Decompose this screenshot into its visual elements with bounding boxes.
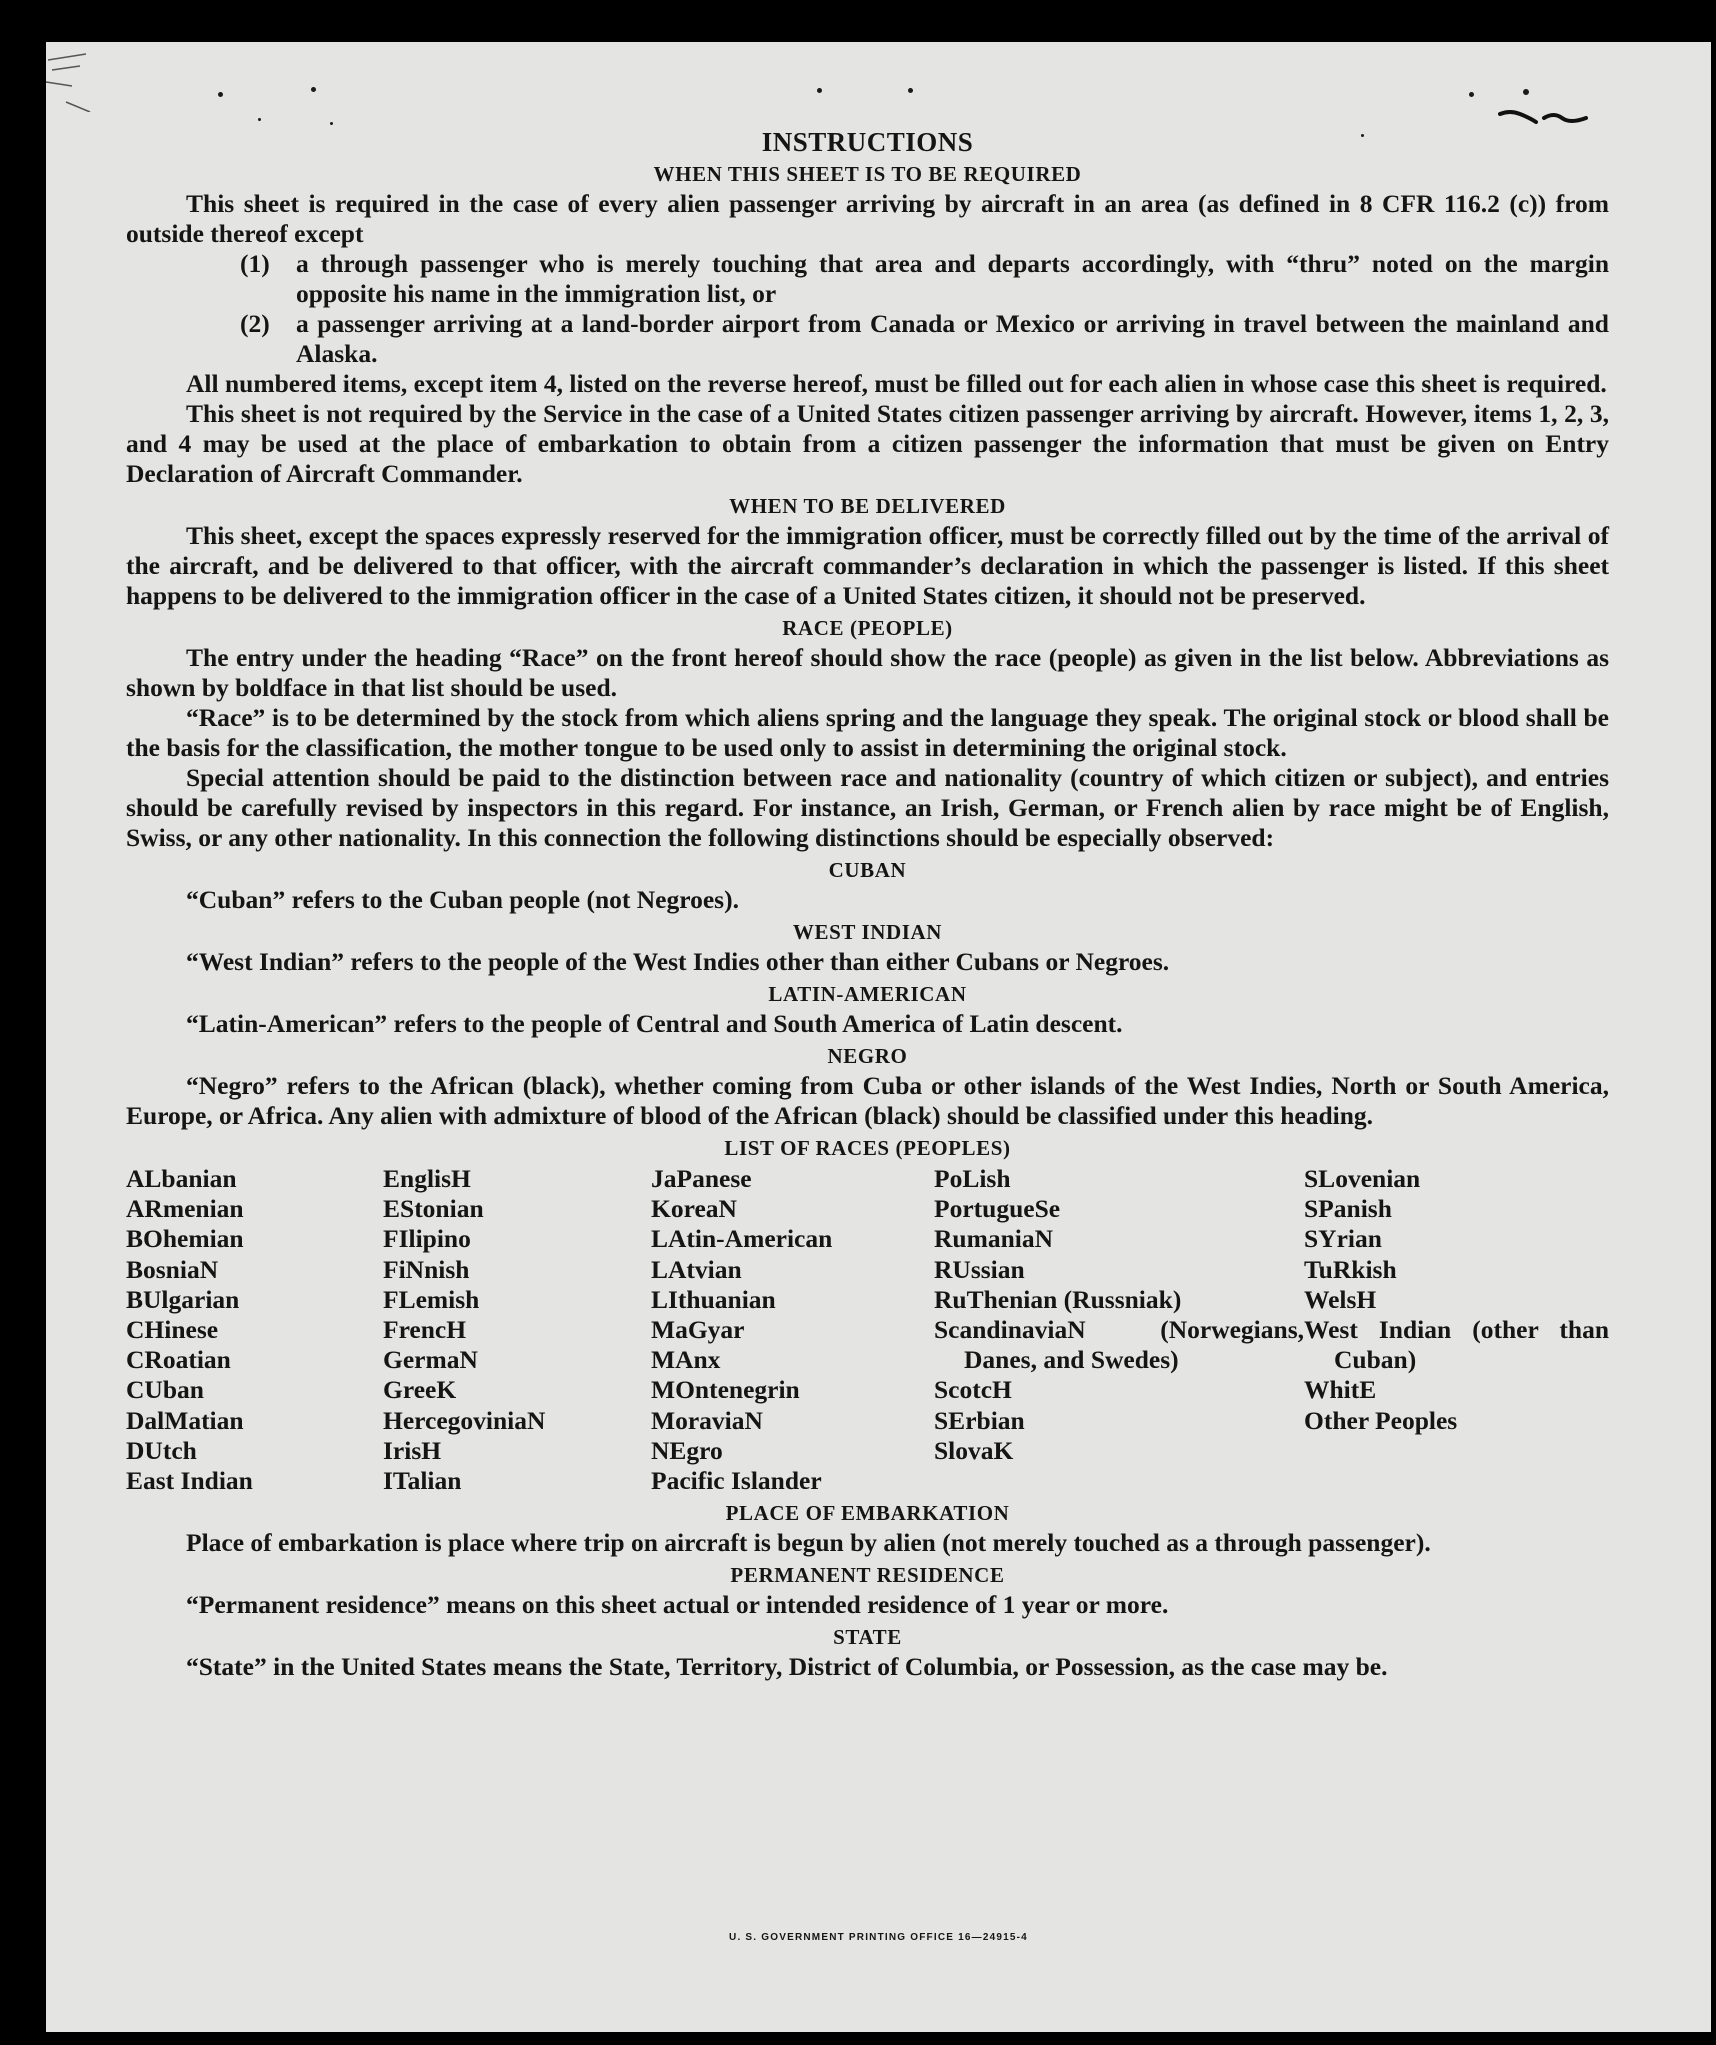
races-column bbox=[1304, 1164, 1609, 1496]
race-entry: DUtch bbox=[126, 1435, 197, 1465]
race-entry: TuRkish bbox=[1304, 1254, 1397, 1284]
required-intro: This sheet is required in the case of every alien passenger arriving by aircraft in an area (as defined in 8 CFR 116.2 (c)) from outside thereof except bbox=[126, 189, 1609, 248]
citizen-paragraph: This sheet is not required by the Service in the case of a United States citizen passenger arriving by aircraft. However, items 1, 2, 3, and 4 may be used at the place of embarkation to obtain from a citizen passenger the information that must be given on Entry Declaration of Aircraft Commander. bbox=[126, 399, 1609, 488]
race-entry: JaPanese bbox=[651, 1164, 752, 1193]
exception-item-1 bbox=[240, 249, 1609, 309]
item-text: a passenger arriving at a land-border airport from Canada or Mexico or arriving in travel between the mainland and Alaska. bbox=[296, 309, 1609, 368]
scan-speck bbox=[1523, 89, 1529, 95]
race-entry: SlovaK bbox=[934, 1435, 1014, 1465]
race-entry: EStonian bbox=[383, 1194, 484, 1224]
races-column bbox=[934, 1164, 1304, 1496]
item-number: (1) bbox=[240, 249, 270, 278]
race-entry: LAtin-American bbox=[651, 1224, 833, 1254]
race-entry: BOhemian bbox=[126, 1224, 244, 1254]
embarkation-definition: Place of embarkation is place where trip on aircraft is begun by alien (not merely touched as a through passenger). bbox=[186, 1528, 1431, 1558]
scan-speck bbox=[1469, 92, 1474, 97]
numbered-items-paragraph: All numbered items, except item 4, listed on the reverse hereof, must be filled out for each alien in whose case this sheet is required. bbox=[186, 369, 1607, 398]
race-entry: WhitE bbox=[1304, 1375, 1377, 1405]
race-entry: SYrian bbox=[1304, 1224, 1382, 1254]
item-text: a through passenger who is merely touching that area and departs accordingly, with “thru” noted on the margin opposite his name in the immigration list, or bbox=[296, 249, 1609, 308]
negro-definition: “Negro” refers to the African (black), whether coming from Cuba or other islands of the West Indies, North or South America, Europe, or Africa. Any alien with admixture of blood of the African (black) should be classified under this heading. bbox=[126, 1071, 1609, 1130]
latin-american-definition: “Latin-American” refers to the people of Central and South America of Latin descent. bbox=[186, 1009, 1123, 1038]
race-entry: GreeK bbox=[383, 1375, 457, 1405]
section-heading-negro: NEGRO bbox=[827, 1044, 908, 1068]
section-heading-required: WHEN THIS SHEET IS TO BE REQUIRED bbox=[653, 162, 1082, 186]
race-entry: WelsH bbox=[1304, 1284, 1377, 1314]
instructions-content bbox=[126, 127, 1609, 1682]
race-paragraph-2: “Race” is to be determined by the stock from which aliens spring and the language they speak. The original stock or blood shall be the basis for the classification, the mother tongue to be used only to assist in determining the original stock. bbox=[126, 703, 1609, 762]
race-entry: RuThenian (Russniak) bbox=[934, 1284, 1182, 1314]
race-entry: EnglisH bbox=[383, 1164, 471, 1193]
section-heading-west-indian: WEST INDIAN bbox=[792, 920, 943, 944]
section-heading-residence: PERMANENT RESIDENCE bbox=[730, 1563, 1005, 1588]
race-entry: LAtvian bbox=[651, 1254, 742, 1284]
delivered-paragraph: This sheet, except the spaces expressly reserved for the immigration officer, must be correctly filled out by the time of the arrival of the aircraft, and be delivered to that officer, with the aircraft commander’s declaration in which the passenger is listed. If this sheet happens to be delivered to the immigration officer in the case of a United States citizen, it should not be preserved. bbox=[126, 521, 1609, 610]
race-entry: IrisH bbox=[383, 1435, 442, 1465]
race-paragraph-1: The entry under the heading “Race” on the front hereof should show the race (people) as given in the list below. Abbreviations as shown by boldface in that list should be used. bbox=[126, 643, 1609, 702]
race-paragraph-3: Special attention should be paid to the distinction between race and nationality (country of which citizen or subject), and entries should be carefully revised by inspectors in this regard. For instance, an Irish, German, or French alien by race might be of English, Swiss, or any other nationality. In this connection the following distinctions should be especially observed: bbox=[126, 763, 1609, 852]
race-entry: CRoatian bbox=[126, 1345, 231, 1375]
race-entry: RUssian bbox=[934, 1254, 1025, 1284]
section-heading-cuban: CUBAN bbox=[828, 858, 907, 882]
corner-scuff-mark bbox=[46, 42, 136, 112]
race-entry: MoraviaN bbox=[651, 1405, 763, 1435]
race-entry: ScandinaviaN (Norwegians, Danes, and Swedes) bbox=[934, 1315, 1304, 1375]
race-entry: Pacific Islander bbox=[651, 1466, 822, 1496]
races-column bbox=[651, 1164, 934, 1496]
race-entry: KoreaN bbox=[651, 1194, 737, 1224]
race-entry: NEgro bbox=[651, 1435, 723, 1465]
cuban-definition: “Cuban” refers to the Cuban people (not Negroes). bbox=[186, 885, 739, 914]
race-entry: MaGyar bbox=[651, 1315, 745, 1345]
race-entry: GermaN bbox=[383, 1345, 478, 1375]
race-entry: ITalian bbox=[383, 1466, 462, 1496]
race-entry: MAnx bbox=[651, 1345, 721, 1375]
race-entry: East Indian bbox=[126, 1466, 253, 1496]
race-entry: PoLish bbox=[934, 1164, 1011, 1193]
race-entry: SPanish bbox=[1304, 1194, 1392, 1224]
race-entry: ScotcH bbox=[934, 1375, 1012, 1405]
race-entry: CUban bbox=[126, 1375, 204, 1405]
race-entry: CHinese bbox=[126, 1315, 219, 1345]
section-heading-race: RACE (PEOPLE) bbox=[782, 616, 953, 640]
races-column bbox=[383, 1164, 651, 1496]
race-entry: ARmenian bbox=[126, 1194, 244, 1224]
residence-definition: “Permanent residence” means on this sheet actual or intended residence of 1 year or more. bbox=[186, 1590, 1169, 1620]
race-entry: FLemish bbox=[383, 1284, 480, 1314]
item-number: (2) bbox=[240, 309, 270, 338]
race-entry: HercegoviniaN bbox=[383, 1405, 546, 1435]
race-entry: BUlgarian bbox=[126, 1284, 240, 1314]
section-heading-embarkation: PLACE OF EMBARKATION bbox=[725, 1501, 1010, 1526]
section-heading-races-list: LIST OF RACES (PEOPLES) bbox=[724, 1136, 1011, 1160]
race-entry: FIlipino bbox=[383, 1224, 471, 1254]
race-entry: BosniaN bbox=[126, 1254, 219, 1284]
page-title: INSTRUCTIONS bbox=[761, 127, 974, 157]
race-entry: LIthuanian bbox=[651, 1284, 776, 1314]
printing-office-imprint: U. S. GOVERNMENT PRINTING OFFICE 16—24915-4 bbox=[729, 1932, 1028, 1943]
race-entry: ALbanian bbox=[126, 1164, 237, 1193]
section-heading-latin-american: LATIN-AMERICAN bbox=[768, 982, 967, 1006]
state-definition: “State” in the United States means the State, Territory, District of Columbia, or Possession, as the case may be. bbox=[186, 1652, 1388, 1682]
scan-speck bbox=[817, 88, 822, 93]
race-entry: FrencH bbox=[383, 1315, 467, 1345]
race-entry: MOntenegrin bbox=[651, 1375, 800, 1405]
races-column bbox=[126, 1164, 383, 1496]
scan-speck bbox=[330, 122, 333, 125]
scan-speck bbox=[258, 118, 261, 121]
scan-speck bbox=[908, 88, 913, 93]
race-entry: FiNnish bbox=[383, 1254, 470, 1284]
scan-speck bbox=[311, 87, 316, 92]
race-entry: PortugueSe bbox=[934, 1194, 1061, 1224]
west-indian-definition: “West Indian” refers to the people of the West Indies other than either Cubans or Negroes. bbox=[186, 947, 1170, 976]
section-heading-state: STATE bbox=[833, 1625, 902, 1650]
races-list bbox=[126, 1164, 1609, 1496]
race-entry: RumaniaN bbox=[934, 1224, 1054, 1254]
section-heading-delivered: WHEN TO BE DELIVERED bbox=[729, 494, 1006, 518]
race-entry: West Indian (other than Cuban) bbox=[1304, 1315, 1609, 1375]
document-page bbox=[46, 42, 1711, 2032]
exception-item-2 bbox=[240, 309, 1609, 369]
race-entry: DalMatian bbox=[126, 1405, 244, 1435]
scan-speck bbox=[218, 92, 223, 97]
race-entry: SLovenian bbox=[1304, 1164, 1421, 1193]
race-entry: SErbian bbox=[934, 1405, 1025, 1435]
race-entry: Other Peoples bbox=[1304, 1405, 1458, 1435]
